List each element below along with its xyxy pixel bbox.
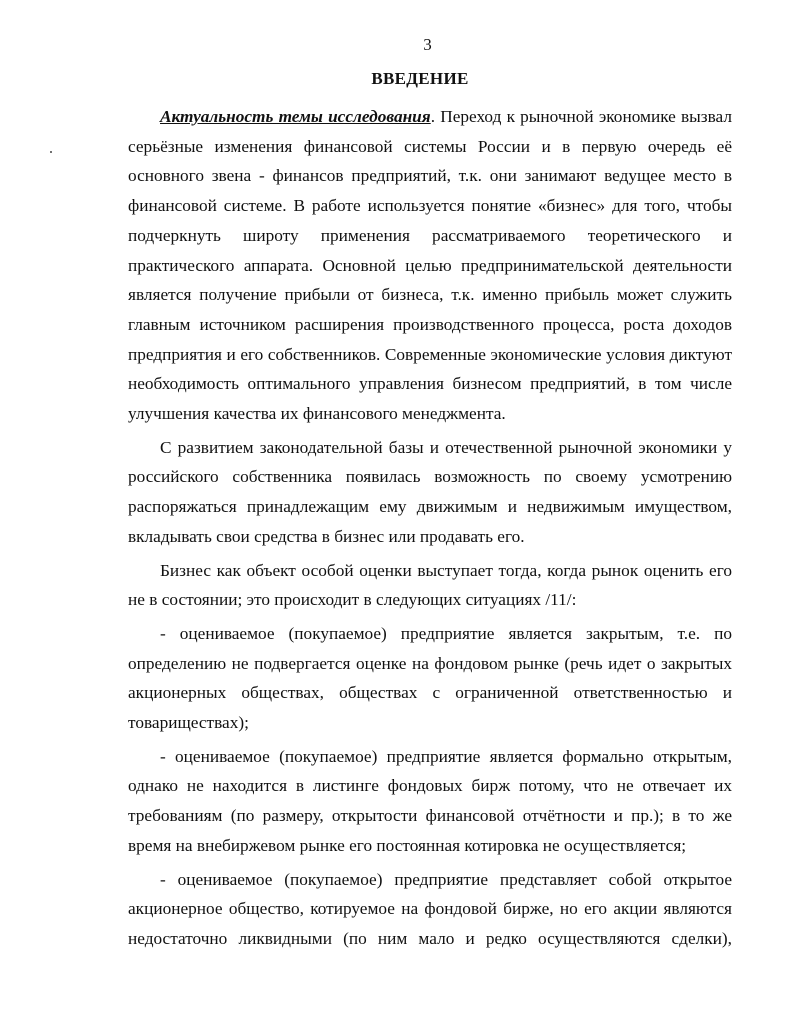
list-item-formally-open: - оцениваемое (покупаемое) предприятие является формально открытым, однако не находится в листинге фондовых бирж потому, что не отвечает их требованиям (по размеру, открытости финансовой отчётности и пр.); в то же время на внебиржевом рынке его постоянная котировка не осуществляется; [128, 746, 732, 855]
list-item-closed-enterprise: - оцениваемое (покупаемое) предприятие является закрытым, т.е. по определению не подвергается оценке на фондовом рынке (речь идет о закрытых акционерных обществах, обществах с ограниченной ответственностью и товариществах); [128, 623, 732, 733]
section-heading: ВВЕДЕНИЕ [371, 69, 469, 88]
body-text [128, 102, 732, 954]
paragraph-relevance [128, 102, 732, 429]
scan-speck [50, 151, 52, 153]
relevance-lead: Актуальность темы исследования [160, 107, 431, 126]
paragraph-legislation: С развитием законодательной базы и отечественной рыночной экономики у российского собственника появилась возможность по своему усмотрению распоряжаться принадлежащим ему движимым и недвижимым имуществом, вкладывать свои средства в бизнес или продавать его. [128, 437, 732, 546]
relevance-text: . Переход к рыночной экономике вызвал серьёзные изменения финансовой системы России и в первую очередь её основного звена - финансов предприятий, т.к. они занимают ведущее место в финансовой системе. В работе используется понятие «бизнес» для того, чтобы подчеркнуть широту применения рассматриваемого теоретического и практического аппарата. Основной целью предпринимательской деятельности является получение прибыли от бизнеса, т.к. именно прибыль может служить главным источником расширения производственного процесса, роста доходов предприятия и его собственников. Современные экономические условия диктуют необходимость оптимального управления бизнесом предприятий, в том числе улучшения качества их финансового менеджмента. [128, 107, 732, 424]
page-number: 3 [423, 35, 432, 54]
list-item-illiquid-shares: - оцениваемое (покупаемое) предприятие представляет собой открытое акционерное общество, котируемое на фондовой бирже, но его акции являются недостаточно ликвидными (по ним мало и редко осуществляются сделки), [128, 869, 732, 948]
paragraph-business-valuation: Бизнес как объект особой оценки выступает тогда, когда рынок оценить его не в состоянии; это происходит в следующих ситуациях /11/: [128, 560, 732, 610]
